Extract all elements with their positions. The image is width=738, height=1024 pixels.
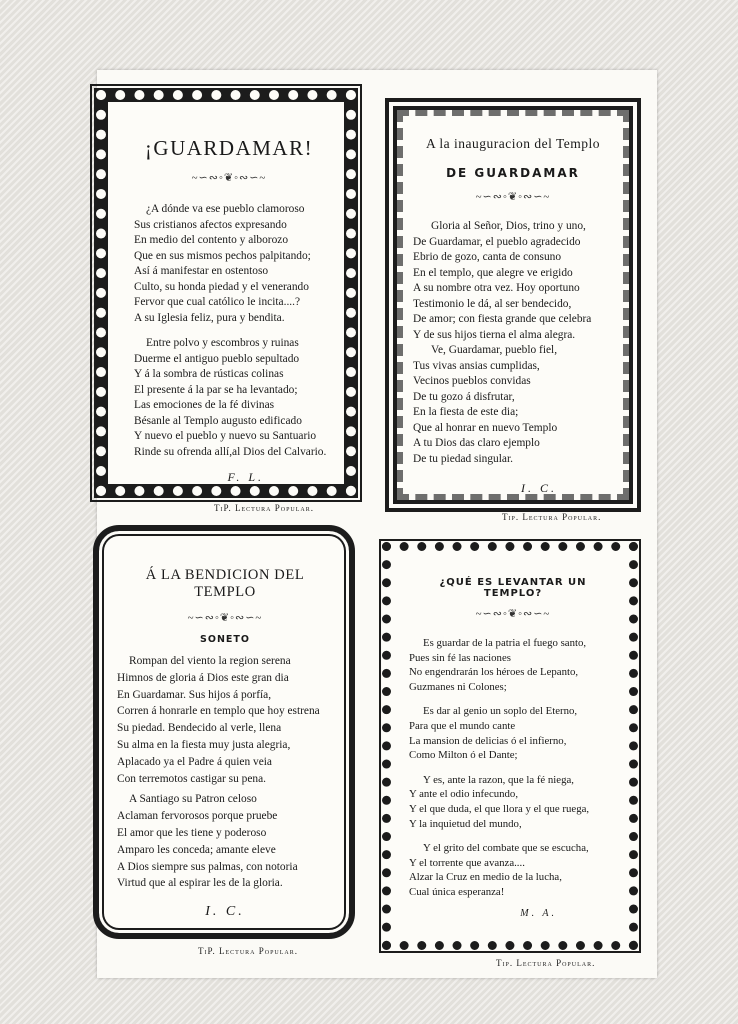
poem-card-levantar-templo bbox=[382, 542, 638, 950]
stanza bbox=[413, 219, 617, 343]
poem-body bbox=[409, 636, 617, 900]
verse-line: Y de sus hijos tierna el alma alegra. bbox=[413, 328, 576, 341]
verse-line: Y el grito del combate que se escucha, bbox=[423, 842, 589, 855]
verse-line: En Guardamar. Sus hijos á porfía, bbox=[117, 688, 272, 701]
card-content bbox=[117, 567, 333, 919]
verse-line: Himnos de gloria á Dios este gran dia bbox=[117, 671, 289, 684]
verse-line: Aplacado ya el Padre á quien veia bbox=[117, 755, 272, 768]
verse-line: Y nuevo el pueblo y nuevo su Santuario bbox=[134, 430, 317, 442]
stanza bbox=[413, 343, 617, 467]
poem-body bbox=[117, 653, 333, 892]
poem-card-bendicion bbox=[93, 525, 355, 939]
card-content bbox=[409, 577, 617, 931]
verse-line: Y á la sombra de rústicas colinas bbox=[134, 368, 284, 380]
verse-line: Duerme el antiguo pueblo sepultado bbox=[134, 352, 300, 365]
verse-line: Y el que duda, el que llora y el que ruega, bbox=[409, 802, 590, 815]
poem-title: Á LA BENDICION DEL TEMPLO bbox=[145, 567, 305, 600]
verse-line: Que en sus mismos pechos palpitando; bbox=[134, 249, 311, 262]
verse-line: Su alma en la fiesta muy justa alegria, bbox=[117, 738, 291, 751]
verse-line: Pues sin fé las naciones bbox=[409, 651, 511, 664]
verse-line: ¿A dónde va ese pueblo clamoroso bbox=[146, 203, 305, 215]
verse-line: Entre polvo y escombros y ruinas bbox=[146, 337, 299, 349]
stanza bbox=[409, 841, 617, 899]
ornament-divider: ~∽∾◦❦◦∾∽~ bbox=[475, 191, 551, 203]
verse-line: Y la inquietud del mundo, bbox=[409, 817, 522, 830]
ornament-divider: ~∽∾◦❦◦∾∽~ bbox=[191, 172, 267, 184]
verse-line: Es dar al genio un soplo del Eterno, bbox=[423, 705, 578, 718]
ornament-divider: ~∽∾◦❦◦∾∽~ bbox=[187, 612, 263, 624]
stanza bbox=[117, 653, 333, 787]
poem-card-inauguracion bbox=[385, 98, 641, 512]
verse-line: De tu gozo á disfrutar, bbox=[413, 390, 515, 403]
poem-title: A la inauguracion del Templo bbox=[425, 136, 601, 151]
card-content bbox=[124, 114, 334, 484]
verse-line: Alzar la Cruz en medio de la lucha, bbox=[409, 871, 562, 884]
author-signature: F. L. bbox=[227, 470, 264, 484]
verse-line: A su Iglesia feliz, pura y bendita. bbox=[134, 311, 285, 324]
verse-line: Sus cristianos afectos expresando bbox=[134, 218, 287, 231]
verse-line: En el templo, que alegre ve erigido bbox=[413, 266, 573, 279]
poem-title: ¿QUÉ ES LEVANTAR UN TEMPLO? bbox=[439, 577, 587, 599]
verse-line: Es guardar de la patria el fuego santo, bbox=[423, 637, 587, 649]
printer-credit: TiP. Lectura Popular. bbox=[198, 946, 299, 956]
printer-credit: Tip. Lectura Popular. bbox=[502, 512, 602, 522]
poem-title: ¡GUARDAMAR! bbox=[144, 136, 314, 160]
verse-line: Así á manifestar en ostentoso bbox=[134, 265, 269, 277]
poem-subtitle: DE GUARDAMAR bbox=[446, 166, 580, 180]
verse-line: Amparo les conceda; amante eleve bbox=[117, 843, 276, 856]
poem-subhead: SONETO bbox=[200, 634, 250, 645]
verse-line: Tus vivas ansias cumplidas, bbox=[413, 359, 540, 372]
verse-line: Aclaman fervorosos porque pruebe bbox=[117, 810, 278, 823]
poem-card-guardamar bbox=[94, 88, 358, 498]
verse-line: Cual única esperanza! bbox=[409, 885, 505, 898]
verse-line: El presente á la par se ha levantado; bbox=[134, 383, 298, 396]
verse-line: Con terremotos castigar su pena. bbox=[117, 772, 266, 785]
verse-line: Guzmanes ni Colones; bbox=[409, 680, 507, 693]
stanza bbox=[134, 336, 334, 460]
verse-line: Rompan del viento la region serena bbox=[129, 655, 291, 667]
ornament-divider: ~∽∾◦❦◦∾∽~ bbox=[475, 608, 551, 620]
verse-line: En la fiesta de este dia; bbox=[413, 406, 519, 418]
verse-line: Vecinos pueblos convidas bbox=[413, 375, 531, 387]
verse-line: Gloria al Señor, Dios, trino y uno, bbox=[431, 220, 586, 232]
verse-line: La mansion de delicias ó el infierno, bbox=[409, 734, 567, 747]
verse-line: No engendrarán los héroes de Lepanto, bbox=[409, 666, 579, 679]
verse-line: Y el torrente que avanza.... bbox=[409, 856, 525, 869]
verse-line: El amor que les tiene y poderoso bbox=[117, 826, 267, 839]
verse-line: Las emociones de la fé divinas bbox=[134, 399, 275, 411]
verse-line: Rinde su ofrenda allí,al Dios del Calvario. bbox=[134, 445, 327, 458]
printer-credit: Tip. Lectura Popular. bbox=[496, 958, 596, 968]
stanza bbox=[117, 791, 333, 892]
verse-line: Como Milton ó el Dante; bbox=[409, 749, 518, 762]
verse-line: A Dios siempre sus palmas, con notoria bbox=[117, 860, 298, 873]
poem-body bbox=[124, 202, 334, 460]
author-signature: I. C. bbox=[521, 481, 557, 495]
verse-line: Testimonio le dá, al ser bendecido, bbox=[413, 297, 572, 310]
verse-line: Ve, Guardamar, pueblo fiel, bbox=[431, 344, 558, 356]
verse-line: Corren á honrarle en templo que hoy estrena bbox=[117, 705, 320, 718]
author-signature: I. C. bbox=[205, 904, 245, 920]
verse-line: Y ante el odio infecundo, bbox=[409, 788, 519, 801]
verse-line: A tu Dios das claro ejemplo bbox=[413, 437, 540, 449]
verse-line: Que al honrar en nuevo Templo bbox=[413, 421, 558, 434]
stanza bbox=[409, 636, 617, 694]
verse-line: Fervor que cual católico le incita....? bbox=[134, 296, 301, 308]
verse-line: Para que el mundo cante bbox=[409, 719, 516, 732]
verse-line: De tu piedad singular. bbox=[413, 452, 513, 465]
verse-line: Su piedad. Bendecido al verle, llena bbox=[117, 722, 282, 735]
author-signature: M. A. bbox=[520, 907, 557, 919]
verse-line: Y es, ante la razon, que la fé niega, bbox=[423, 773, 574, 786]
poem-body bbox=[409, 219, 617, 467]
printer-credit: TiP. Lectura Popular. bbox=[214, 503, 315, 513]
verse-line: Virtud que al espirar les de la gloria. bbox=[117, 877, 283, 890]
verse-line: Culto, su honda piedad y el venerando bbox=[134, 280, 309, 293]
verse-line: Ebrio de gozo, canta de consuno bbox=[413, 251, 562, 263]
verse-line: A su nombre otra vez. Hoy oportuno bbox=[413, 282, 580, 294]
verse-line: En medio del contento y alborozo bbox=[134, 234, 289, 246]
verse-line: De Guardamar, el pueblo agradecido bbox=[413, 235, 581, 248]
stanza bbox=[134, 202, 334, 326]
stanza bbox=[409, 773, 617, 831]
stanza bbox=[409, 704, 617, 762]
verse-line: De amor; con fiesta grande que celebra bbox=[413, 313, 592, 325]
card-content bbox=[409, 136, 617, 495]
verse-line: A Santiago su Patron celoso bbox=[129, 793, 257, 806]
verse-line: Bésanle al Templo augusto edificado bbox=[134, 414, 302, 427]
